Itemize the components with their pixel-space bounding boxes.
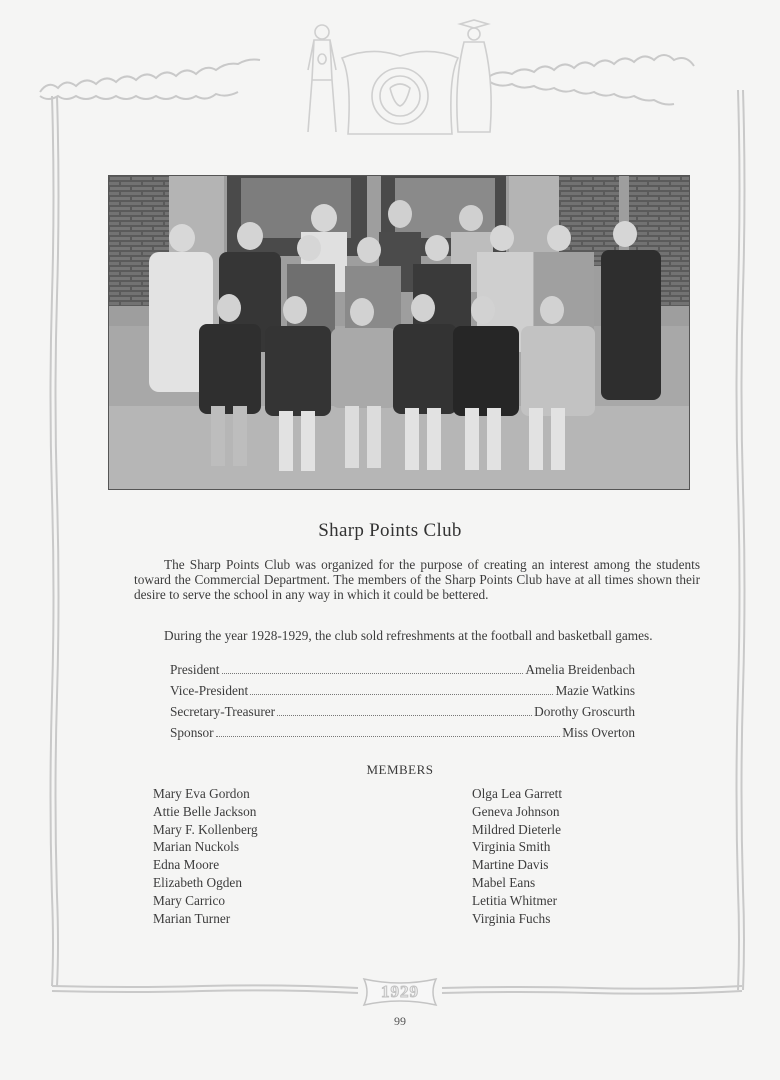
member-name: Elizabeth Ogden <box>153 874 242 890</box>
dot-leader <box>216 735 561 737</box>
header-crest <box>300 18 500 138</box>
officer-row <box>170 683 635 703</box>
group-photo-image <box>109 176 689 489</box>
dot-leader <box>277 714 532 716</box>
dot-leader <box>222 672 524 674</box>
member-name: Virginia Fuchs <box>472 910 551 926</box>
member-name: Marian Turner <box>153 910 231 926</box>
member-name: Attie Belle Jackson <box>153 803 257 819</box>
paragraph-text: During the year 1928-1929, the club sold refreshments at the football and basketball games. <box>164 628 653 643</box>
page-number: 99 <box>394 1014 406 1028</box>
officer-role: President <box>170 662 220 677</box>
officer-name: Miss Overton <box>562 725 635 740</box>
members-left-column <box>153 785 258 927</box>
officer-role: Secretary-Treasurer <box>170 704 276 719</box>
group-photo <box>108 175 690 490</box>
athlete-figure-icon <box>308 25 336 132</box>
officer-name: Amelia Breidenbach <box>525 662 635 677</box>
member-name: Martine Davis <box>472 857 549 873</box>
year-plate-text: 1929 <box>381 982 419 1001</box>
officer-role: Sponsor <box>170 725 214 740</box>
graduate-figure-icon <box>457 20 491 132</box>
member-name: Mabel Eans <box>472 874 536 890</box>
officer-row <box>170 662 635 682</box>
member-name: Olga Lea Garrett <box>472 786 563 801</box>
paragraph-text: The Sharp Points Club was organized for the purpose of creating an interest among the students toward the Commercial Department. The members of the Sharp Points Club have at all times shown their desire to serve the school in any way in which it could be bettered. <box>134 557 700 602</box>
member-name: Marian Nuckols <box>153 839 240 855</box>
member-name: Virginia Smith <box>472 839 551 855</box>
members-right-column <box>472 785 562 927</box>
page-title: Sharp Points Club <box>318 520 462 541</box>
officer-name: Mazie Watkins <box>555 683 635 698</box>
officer-row <box>170 725 635 745</box>
member-name: Edna Moore <box>153 857 220 873</box>
member-name: Mary F. Kollenberg <box>153 821 258 837</box>
school-seal-icon <box>342 51 458 134</box>
member-name: Mildred Dieterle <box>472 821 561 837</box>
officer-name: Dorothy Groscurth <box>534 704 635 719</box>
officer-row <box>170 704 635 724</box>
members-heading: MEMBERS <box>366 762 434 777</box>
member-name: Geneva Johnson <box>472 803 560 819</box>
member-name: Letitia Whitmer <box>472 892 558 908</box>
officer-role: Vice-President <box>170 683 249 698</box>
description-paragraph <box>134 557 700 602</box>
member-name: Mary Carrico <box>153 892 225 908</box>
dot-leader <box>250 693 553 695</box>
activity-paragraph <box>134 628 700 643</box>
member-name: Mary Eva Gordon <box>153 786 250 801</box>
